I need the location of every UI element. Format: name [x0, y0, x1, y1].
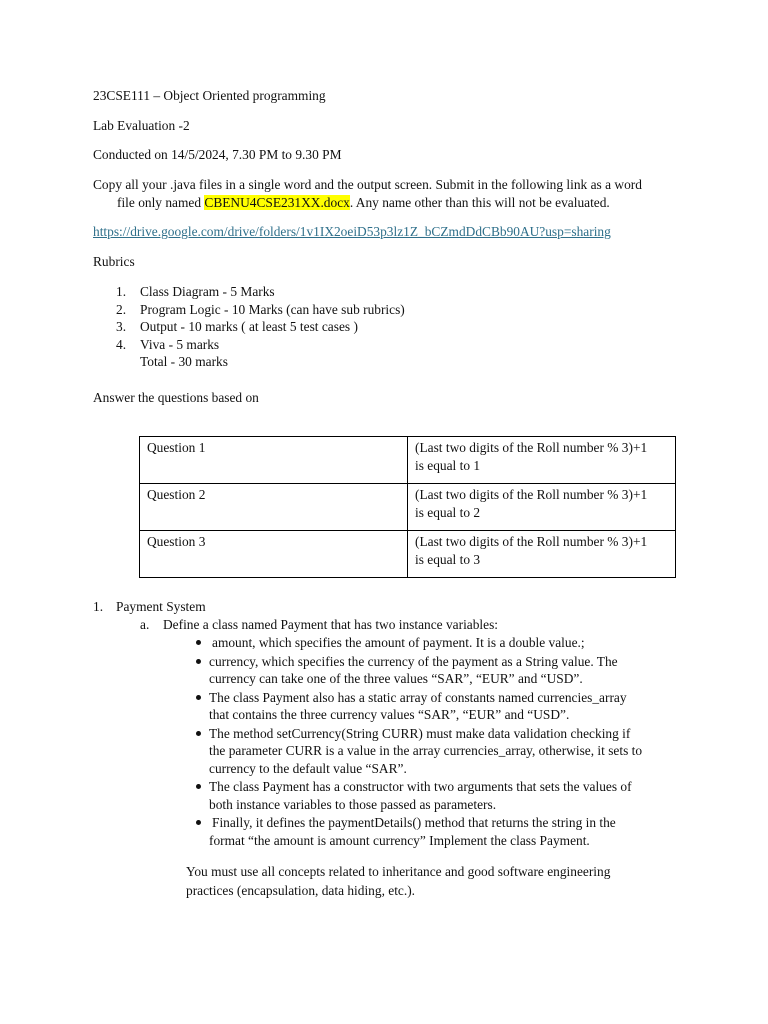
- course-title: 23CSE111 – Object Oriented programming: [93, 88, 326, 103]
- list-item: The class Payment also has a static array of constants named currencies_array that contains the three currency values “SAR”, “EUR” and “USD”.: [196, 689, 676, 724]
- rubric-item: 3. Output - 10 marks ( at least 5 test cases ): [116, 319, 358, 335]
- sub-item-label: a.: [140, 617, 150, 632]
- rubric-item: 1. Class Diagram - 5 Marks: [116, 284, 275, 299]
- list-item: currency, which specifies the currency of the payment as a String value. The currency can take one of the three values “SAR”, “EUR” and “USD”.: [196, 653, 676, 688]
- question-assignment-table: [139, 436, 676, 578]
- required-filename: CBENU4CSE231XX.docx: [204, 195, 350, 210]
- rule-cell: (Last two digits of the Roll number % 3)+1 is equal to 1: [408, 437, 676, 484]
- table-row: [140, 484, 676, 531]
- list-item: The method setCurrency(String CURR) must make data validation checking if the parameter CURR is a value in the array currencies_array, otherwise, it sets to currency to the default value “SAR”.: [196, 725, 676, 778]
- list-item: Finally, it defines the paymentDetails() method that returns the string in the format “the amount is amount currency” Implement the class Payment.: [196, 814, 676, 849]
- rubric-item: 2. Program Logic - 10 Marks (can have sub rubrics): [116, 301, 405, 317]
- bullet-icon: [196, 820, 201, 825]
- question-cell: Question 2: [140, 484, 408, 531]
- rule-cell: (Last two digits of the Roll number % 3)+1 is equal to 3: [408, 531, 676, 578]
- bullet-icon: [196, 695, 201, 700]
- question-1-number: 1.: [93, 599, 104, 614]
- answer-intro: Answer the questions based on: [93, 390, 259, 405]
- rubrics-heading: Rubrics: [93, 254, 135, 269]
- rubric-item: 4. Viva - 5 marks: [116, 336, 220, 352]
- list-item: The class Payment has a constructor with two arguments that sets the values of both instance variables to those passed as parameters.: [196, 778, 676, 813]
- instructions-suffix: . Any name other than this will not be evaluated.: [349, 195, 610, 210]
- closing-line-2: practices (encapsulation, data hiding, etc.).: [186, 883, 416, 898]
- rule-cell: (Last two digits of the Roll number % 3)+1 is equal to 2: [408, 484, 676, 531]
- table-row: [140, 437, 676, 484]
- question-cell: Question 3: [140, 531, 408, 578]
- instructions-prefix: file only named: [117, 195, 205, 210]
- question-cell: Question 1: [140, 437, 408, 484]
- requirements-list: [196, 634, 676, 849]
- conducted-date: Conducted on 14/5/2024, 7.30 PM to 9.30 PM: [93, 147, 342, 162]
- list-item: amount, which specifies the amount of payment. It is a double value.;: [196, 634, 676, 652]
- bullet-icon: [196, 731, 201, 736]
- bullet-icon: [196, 659, 201, 664]
- evaluation-title: Lab Evaluation -2: [93, 118, 190, 133]
- submission-link[interactable]: https://drive.google.com/drive/folders/1v1IX2oeiD53p3lz1Z_bCZmdDdCBb90AU?usp=sharing: [93, 224, 611, 239]
- rubrics-list: [116, 283, 405, 353]
- bullet-icon: [196, 640, 201, 645]
- closing-line-1: You must use all concepts related to inheritance and good software engineering: [186, 864, 611, 879]
- table-row: [140, 531, 676, 578]
- bullet-icon: [196, 784, 201, 789]
- instructions-line-1: Copy all your .java files in a single word and the output screen. Submit in the following link as a word: [93, 177, 642, 192]
- rubrics-total: Total - 30 marks: [140, 354, 228, 369]
- sub-item-text: Define a class named Payment that has two instance variables:: [163, 617, 499, 632]
- instructions-line-2: [117, 194, 610, 212]
- question-1-title: Payment System: [116, 599, 206, 614]
